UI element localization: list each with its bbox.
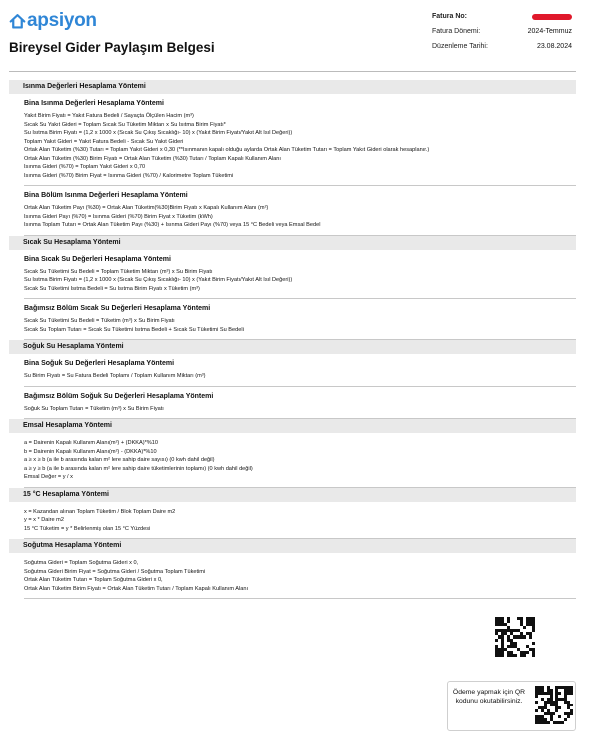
qr-module xyxy=(570,721,573,724)
subsection-title: Bina Bölüm Isınma Değerleri Hesaplama Yöntemi xyxy=(24,192,188,199)
formula-line: Su Birim Fiyatı = Su Fatura Bedeli Toplamı / Toplam Kullanım Miktarı (m³) xyxy=(24,373,206,379)
subsection-title: Bina Sıcak Su Değerleri Hesaplama Yöntemi xyxy=(24,255,171,263)
meta-label: Fatura Dönemi: xyxy=(432,28,481,35)
section-header: Soğuk Su Hesaplama Yöntemi xyxy=(9,340,576,354)
meta-row-period xyxy=(432,24,572,39)
formula-line: Su Isıtma Birim Fiyatı = (1,2 x 1000 x (Sıcak Su Çıkış Sıcaklığı- 10) x (Yakıt Birim Fiyatı/Yakıt Alt Isıl Değeri)) xyxy=(24,277,293,283)
subsection-divider xyxy=(24,298,576,299)
payment-box xyxy=(447,681,576,731)
section-header: Sıcak Su Hesaplama Yöntemi xyxy=(9,236,576,250)
payment-qr-code[interactable] xyxy=(535,686,573,724)
subsection xyxy=(9,553,576,599)
section-header: Soğutma Hesaplama Yöntemi xyxy=(9,539,576,553)
formula-line: Sıcak Su Tüketimi Su Bedeli = Toplam Tüketim Miktarı (m³) x Su Birim Fiyatı xyxy=(24,268,213,275)
formula-line: Ortak Alan Tüketim Birim Fiyatı = Ortak Alan Tüketim Tutarı / Toplam Kapalı Kullanım Alanı xyxy=(24,585,248,592)
subsection-title: Bina Soğuk Su Değerleri Hesaplama Yöntemi xyxy=(24,360,175,367)
formula-line: Sıcak Su Tüketimi Su Bedeli = Tüketim (m³) x Su Birim Fiyatı xyxy=(24,318,175,324)
meta-value: 2024-Temmuz xyxy=(527,28,572,35)
formula-line: Ortak Alan Tüketim Payı (%30) = Ortak Alan Tüketim(%30)Birim Fiyatı x Kapalı Kullanım Alanı (m²) xyxy=(24,205,269,211)
formula-line: a ≥ y ≥ b (a ile b arasında kalan m² lere sahip daire tüketimlerinin toplamı) (0 kwh dahil değil) xyxy=(24,465,253,472)
subsection-title: Bağımsız Bölüm Soğuk Su Değerleri Hesaplama Yöntemi xyxy=(24,392,214,400)
subsection xyxy=(9,502,576,540)
subsection-divider xyxy=(24,598,576,599)
brand-name: apsiyon xyxy=(27,10,97,31)
redacted-invoice-number xyxy=(532,14,572,20)
formula-line: Soğutma Gideri = Toplam Soğutma Gideri x 0, xyxy=(24,560,139,566)
formula-line: a = Dairenin Kapalı Kullanım Alanı(m²) + (DKKA)*%10 xyxy=(24,440,158,446)
formula-line: Ortak Alan Tüketim Tutarı = Toplam Soğutma Gideri x 0, xyxy=(24,577,163,583)
formula-line: Toplam Yakıt Gideri = Yakıt Fatura Bedeli - Sıcak Su Yakıt Gideri xyxy=(24,138,184,145)
subsection xyxy=(9,100,576,186)
formula-line: a ≥ x ≥ b (a ile b arasında kalan m² lere sahip daire sayısı) (0 kwh dahil değil) xyxy=(24,457,215,463)
subsection-title: Bağımsız Bölüm Sıcak Su Değerleri Hesaplama Yöntemi xyxy=(24,305,211,312)
subsection xyxy=(9,256,576,300)
section-header: Isınma Değerleri Hesaplama Yöntemi xyxy=(9,80,576,94)
meta-row-invoice-no xyxy=(432,9,572,24)
formula-line: y = x * Daire m2 xyxy=(24,517,64,523)
formula-line: Sıcak Su Toplam Tutarı = Sıcak Su Tüketimi Isıtma Bedeli + Sıcak Su Tüketimi Su Bedeli xyxy=(24,326,244,333)
meta-label: Düzenleme Tarihi: xyxy=(432,43,488,50)
calculation-methods xyxy=(9,80,576,599)
subsection xyxy=(9,393,576,420)
section-header: Emsal Hesaplama Yöntemi xyxy=(9,419,576,433)
formula-line: Su Isıtma Birim Fiyatı = (1,2 x 1000 x (Sıcak Su Çıkış Sıcaklığı- 10) x (Yakıt Birim Fiyatı/Yakıt Alt Isıl Değeri)) xyxy=(24,130,293,136)
meta-value: 23.08.2024 xyxy=(536,43,572,50)
formula-line: Soğutma Gideri Birim Fiyat = Soğutma Gideri / Soğutma Toplam Tüketimi xyxy=(24,568,206,575)
formula-line: Sıcak Su Yakıt Gideri = Toplam Sıcak Su Tüketim Miktarı x Su Isıtma Birim Fiyatı* xyxy=(24,121,226,128)
formula-line: 15 °C Tüketim = y * Belirlenmiş olan 15 °C Yüzdesi xyxy=(24,525,151,532)
subsection xyxy=(9,360,576,387)
formula-line: Soğuk Su Toplam Tutarı = Tüketim (m³) x Su Birim Fiyatı xyxy=(24,405,164,412)
formula-line: x = Kazandan alınan Toplam Tüketim / Blok Toplam Daire m2 xyxy=(24,508,176,515)
formula-line: Isınma Toplam Tutarı = Ortak Alan Tüketim Payı (%30) + Isınma Gideri Payı (%70) veya 15 °C Bedeli veya Emsal Bedel xyxy=(24,222,321,228)
formula-line: Yakıt Birim Fiyatı = Yakıt Fatura Bedeli / Sayaçta Ölçülen Hacim (m³) xyxy=(24,113,194,119)
subsection-title: Bina Isınma Değerleri Hesaplama Yöntemi xyxy=(24,100,164,107)
invoice-meta xyxy=(432,9,572,54)
subsection-divider xyxy=(24,386,576,387)
meta-label: Fatura No: xyxy=(432,13,467,20)
qr-code[interactable] xyxy=(495,617,535,657)
subsection xyxy=(9,433,576,488)
formula-line: Isınma Gideri Payı (%70) = Isınma Gideri (%70) Birim Fiyat x Tüketim (kWh) xyxy=(24,213,213,220)
brand-logo xyxy=(9,10,97,32)
subsection xyxy=(9,192,576,236)
section-header: 15 °C Hesaplama Yöntemi xyxy=(9,488,576,502)
header-divider xyxy=(9,71,576,72)
formula-line: b = Dairenin Kapalı Kullanım Alanı(m²) - (DKKA)*%10 xyxy=(24,448,157,455)
subsection xyxy=(9,305,576,340)
payment-note: Ödeme yapmak için QR kodunu okutabilirsiniz. xyxy=(452,689,526,705)
subsection-divider xyxy=(24,185,576,186)
meta-row-issue-date xyxy=(432,39,572,54)
qr-module xyxy=(532,654,535,657)
formula-line: Isınma Gideri (%70) Birim Fiyat = Isınma Gideri (%70) / Kalorimetre Toplam Tüketimi xyxy=(24,172,234,179)
formula-line: Emsal Değer = y / x xyxy=(24,474,73,480)
formula-line: Isınma Gideri (%70) = Toplam Yakıt Gideri x 0,70 xyxy=(24,164,146,170)
formula-line: Ortak Alan Tüketim (%30) Birim Fiyatı = Ortak Alan Tüketim (%30) Tutarı / Toplam Kapalı Kullanım Alanı xyxy=(24,155,281,162)
house-icon xyxy=(9,13,26,30)
formula-line: Sıcak Su Tüketimi Isıtma Bedeli = Su Isıtma Birim Fiyatı x Tüketim (m³) xyxy=(24,285,200,292)
formula-line: Ortak Alan Tüketim (%30) Tutarı = Toplam Yakıt Gideri x 0,30 (**Isınmanın kapalı olduğu aylarda Ortak Alan Tüketim Tutarı = Toplam Yakıt Gideri olarak hesaplanır.) xyxy=(24,147,430,153)
document-title: Bireysel Gider Paylaşım Belgesi xyxy=(9,40,215,55)
